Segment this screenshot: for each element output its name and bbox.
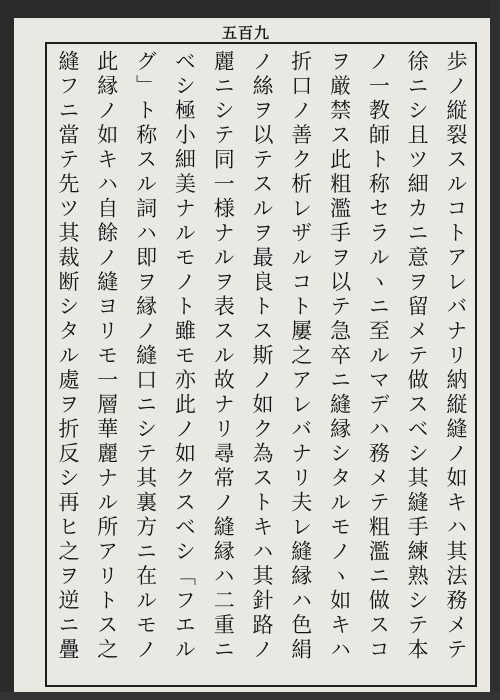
text-column: 麗ニシテ同一様ナルヲ表スル故ナリ尋常ノ縫縁ハ二重ニ — [211, 50, 236, 663]
text-column: 縫フニ當テ先ツ其裁断シタル處ヲ折反シ再ヒ之ヲ逆ニ疊 — [56, 50, 80, 663]
text-column: 此縁ノ如キハ自餘ノ縫ヨリモ一層華麗ナル所アリトス之 — [94, 50, 119, 663]
scan-edge-bottom — [0, 692, 500, 700]
text-column: ノ一教師ト称セラルヽニ至ルマデハ務メテ粗濫ニ做スコ — [366, 50, 391, 663]
text-column: 徐ニシ且ツ細カニ意ヲ留メテ做スベシ其縫手練熟シテ本 — [405, 50, 430, 663]
text-columns — [52, 50, 472, 678]
page-number: 五百九 — [222, 24, 271, 42]
text-column: 折口ノ善ク析レザルコト屢之アレバナリ夫レ縫縁ハ色絹 — [288, 50, 313, 663]
scan-edge-left — [0, 0, 14, 700]
scan-edge-right — [490, 0, 500, 700]
text-column: ベシ極小細美ナルモノト雖モ亦此ノ如クスベシ「フエル — [172, 50, 197, 663]
text-column: グ」ト称スル詞ハ即ヲ縁ノ縫口ニシテ其裏方ニ在ルモノ — [133, 50, 158, 663]
scan-edge-top — [0, 0, 500, 18]
text-column: 歩ノ縦裂スルコトアレバナリ納縦縫ノ如キハ其法務メテ — [443, 50, 468, 663]
text-column: ノ絲ヲ以テスルヲ最良トス斯ノ如ク為ストキハ其針路ノ — [249, 50, 274, 663]
text-column: ヲ厳禁ス此粗濫手ヲ以テ急卒ニ縫縁シタルモノヽ如キハ — [327, 50, 352, 663]
